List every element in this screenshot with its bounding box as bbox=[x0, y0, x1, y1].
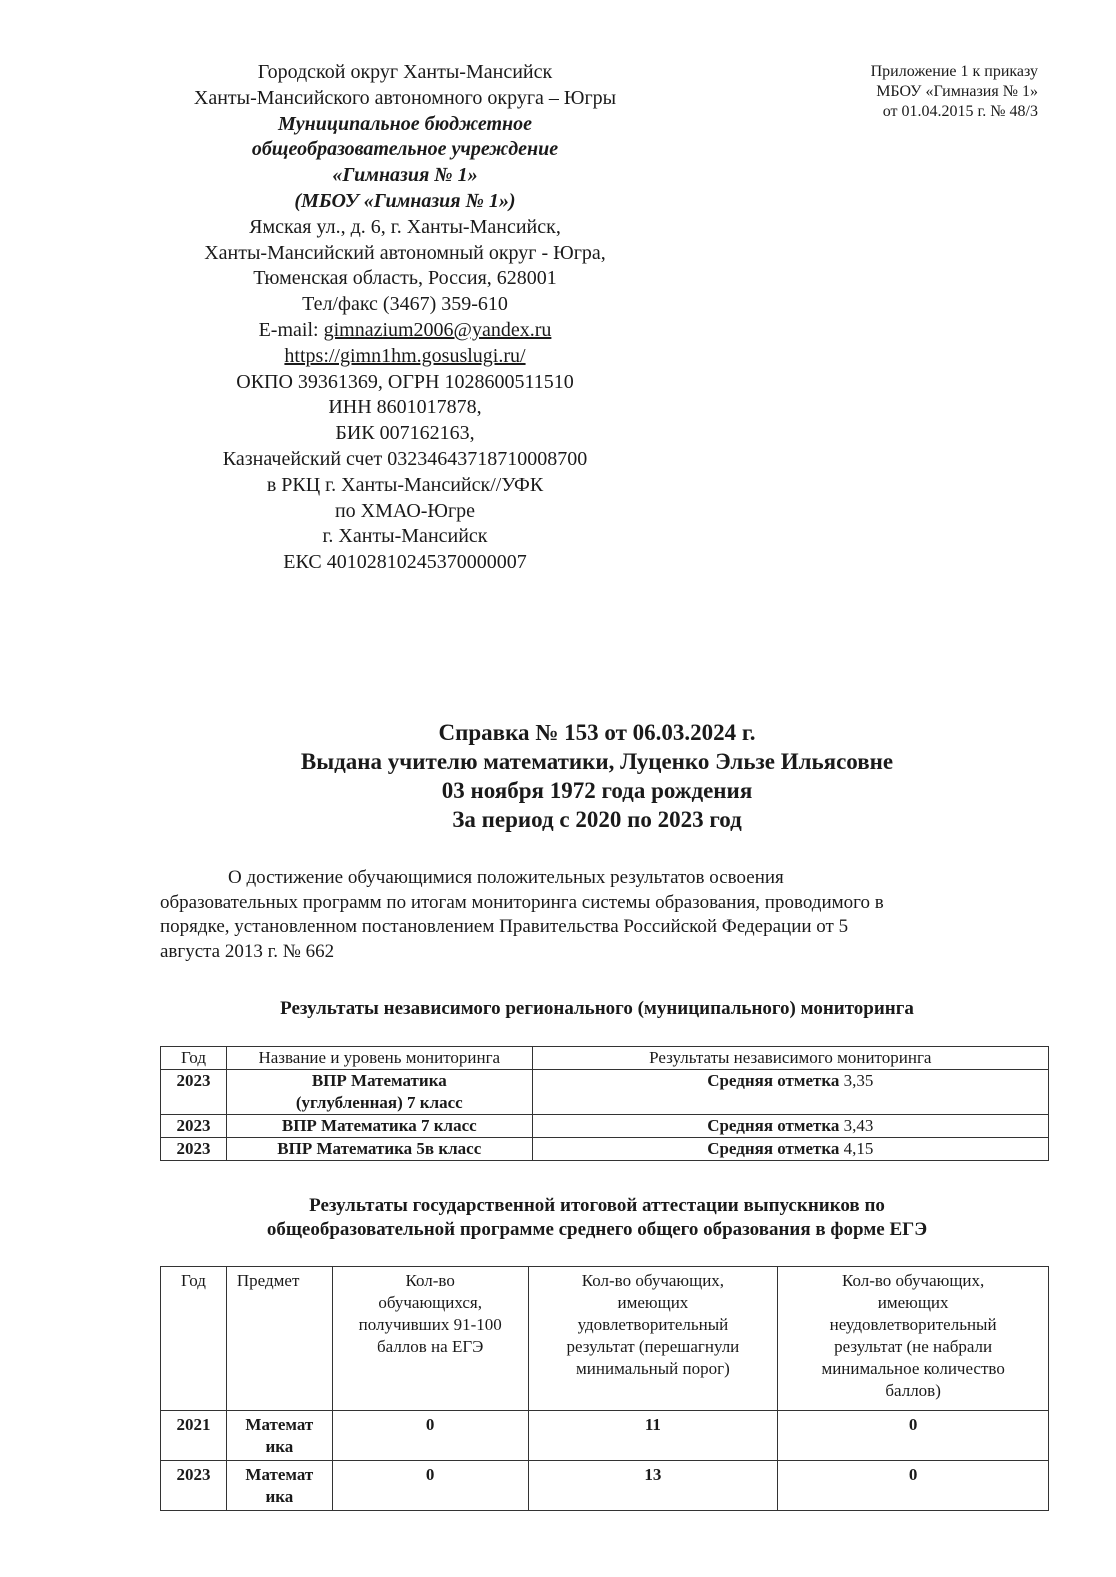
subject-line: Математ bbox=[245, 1465, 314, 1484]
header-line: неудовлетворительный bbox=[829, 1315, 997, 1334]
email-line bbox=[150, 318, 660, 344]
result-cell bbox=[532, 1138, 1048, 1161]
monitoring-table bbox=[160, 1046, 1049, 1161]
table-row bbox=[161, 1461, 1049, 1511]
intro-paragraph bbox=[160, 866, 1040, 964]
passed-cell: 13 bbox=[528, 1461, 778, 1511]
header-line-italic: «Гимназия № 1» bbox=[332, 164, 478, 187]
result-label: Средняя отметка bbox=[707, 1116, 840, 1135]
annex-line: Приложение 1 к приказу bbox=[870, 63, 1038, 80]
header-cell: Результаты независимого мониторинга bbox=[532, 1047, 1048, 1070]
header-line: баллов) bbox=[885, 1381, 941, 1400]
header-line: имеющих bbox=[617, 1293, 689, 1312]
header-cell: Название и уровень мониторинга bbox=[226, 1047, 532, 1070]
email-link[interactable]: gimnazium2006@yandex.ru bbox=[323, 318, 552, 341]
intro-line: порядке, установленном постановлением Правительства Российской Федерации от 5 bbox=[160, 916, 849, 937]
result-value: 4,15 bbox=[843, 1139, 874, 1158]
name-cell bbox=[226, 1070, 532, 1115]
subject-cell bbox=[226, 1411, 332, 1461]
table-header-row bbox=[161, 1047, 1049, 1070]
table-row bbox=[161, 1115, 1049, 1138]
header-line: Городской округ Ханты-Мансийск bbox=[257, 61, 553, 83]
failed-cell: 0 bbox=[778, 1411, 1049, 1461]
table-row bbox=[161, 1411, 1049, 1461]
header-cell: Предмет bbox=[226, 1267, 332, 1411]
annex-note bbox=[790, 62, 1038, 122]
year-cell: 2023 bbox=[161, 1115, 227, 1138]
table-row bbox=[161, 1138, 1049, 1161]
annex-line: МБОУ «Гимназия № 1» bbox=[876, 83, 1038, 100]
header-line: ИНН 8601017878, bbox=[328, 396, 482, 419]
email-label: E-mail: bbox=[258, 318, 324, 341]
section2-heading-line: Результаты государственной итоговой аттестации выпускников по bbox=[309, 1195, 885, 1216]
subject-line: ика bbox=[265, 1437, 294, 1456]
result-value: 3,35 bbox=[843, 1071, 874, 1090]
annex-line: от 01.04.2015 г. № 48/3 bbox=[882, 103, 1038, 120]
failed-cell: 0 bbox=[778, 1461, 1049, 1511]
header-cell bbox=[528, 1267, 778, 1411]
title-line: За период с 2020 по 2023 год bbox=[452, 807, 742, 832]
title-line: Выдана учителю математики, Луценко Эльзе Ильясовне bbox=[300, 749, 894, 774]
header-line: ОКПО 39361369, ОГРН 1028600511510 bbox=[236, 370, 574, 393]
header-line: Ханты-Мансийского автономного округа – Югры bbox=[193, 86, 617, 109]
header-line: ЕКС 40102810245370000007 bbox=[283, 551, 527, 574]
intro-line: О достижение обучающимися положительных результатов освоения bbox=[228, 867, 784, 888]
header-line-italic: Муниципальное бюджетное bbox=[277, 112, 533, 135]
header-cell: Год bbox=[161, 1267, 227, 1411]
result-value: 3,43 bbox=[843, 1116, 874, 1135]
header-line: Кол-во bbox=[405, 1271, 455, 1290]
header-line: результат (перешагнули bbox=[566, 1337, 740, 1356]
header-line: Тел/факс (3467) 359-610 bbox=[302, 293, 508, 316]
top-score-cell: 0 bbox=[332, 1411, 528, 1461]
intro-line: августа 2013 г. № 662 bbox=[160, 940, 335, 962]
year-cell: 2023 bbox=[161, 1461, 227, 1511]
header-line: имеющих bbox=[877, 1293, 949, 1312]
header-line: минимальный порог) bbox=[576, 1359, 730, 1378]
header-cell bbox=[778, 1267, 1049, 1411]
result-label: Средняя отметка bbox=[707, 1139, 840, 1158]
header-cell: Год bbox=[161, 1047, 227, 1070]
year-cell: 2021 bbox=[161, 1411, 227, 1461]
subject-cell bbox=[226, 1461, 332, 1511]
section2-heading-line: общеобразовательной программе среднего общего образования в форме ЕГЭ bbox=[266, 1219, 928, 1240]
header-line: Казначейский счет 03234643718710008700 bbox=[222, 447, 588, 470]
result-cell bbox=[532, 1115, 1048, 1138]
certificate-title bbox=[160, 718, 1034, 834]
organization-header bbox=[150, 60, 660, 576]
website-link[interactable]: https://gimn1hm.gosuslugi.ru/ bbox=[284, 344, 526, 367]
name-line: ВПР Математика bbox=[311, 1071, 447, 1090]
header-line: удовлетворительный bbox=[577, 1315, 729, 1334]
year-cell: 2023 bbox=[161, 1138, 227, 1161]
name-line: (углубленная) 7 класс bbox=[295, 1093, 463, 1112]
header-line: Тюменская область, Россия, 628001 bbox=[253, 267, 557, 290]
header-line-italic: общеобразовательное учреждение bbox=[251, 138, 559, 161]
header-line: минимальное количество bbox=[821, 1359, 1005, 1378]
name-cell: ВПР Математика 7 класс bbox=[226, 1115, 532, 1138]
table-row bbox=[161, 1070, 1049, 1115]
intro-line: образовательных программ по итогам мониторинга системы образования, проводимого в bbox=[160, 891, 884, 913]
subject-line: Математ bbox=[245, 1415, 314, 1434]
section2-heading bbox=[160, 1194, 1034, 1242]
exam-results-table bbox=[160, 1266, 1049, 1511]
section1-heading: Результаты независимого регионального (муниципального) мониторинга bbox=[280, 998, 914, 1019]
passed-cell: 11 bbox=[528, 1411, 778, 1461]
top-score-cell: 0 bbox=[332, 1461, 528, 1511]
header-line: результат (не набрали bbox=[834, 1337, 993, 1356]
header-cell bbox=[332, 1267, 528, 1411]
title-line: Справка № 153 от 06.03.2024 г. bbox=[438, 720, 756, 745]
header-line: по ХМАО-Югре bbox=[334, 499, 476, 522]
table-header-row bbox=[161, 1267, 1049, 1411]
header-line: получивших 91-100 bbox=[358, 1315, 502, 1334]
header-line: г. Ханты-Мансийск bbox=[322, 525, 488, 548]
subject-line: ика bbox=[265, 1487, 294, 1506]
header-line: баллов на ЕГЭ bbox=[376, 1337, 484, 1356]
year-cell: 2023 bbox=[161, 1070, 227, 1115]
header-line: БИК 007162163, bbox=[335, 422, 475, 445]
header-line: в РКЦ г. Ханты-Мансийск//УФК bbox=[266, 473, 544, 496]
header-line-italic: (МБОУ «Гимназия № 1») bbox=[294, 189, 516, 212]
header-line: Кол-во обучающих, bbox=[581, 1271, 725, 1290]
name-cell: ВПР Математика 5в класс bbox=[226, 1138, 532, 1161]
result-label: Средняя отметка bbox=[707, 1071, 840, 1090]
title-line: 03 ноября 1972 года рождения bbox=[441, 778, 753, 803]
header-line: Кол-во обучающих, bbox=[841, 1271, 985, 1290]
header-line: Ханты-Мансийский автономный округ - Югра, bbox=[204, 241, 606, 264]
header-line: обучающихся, bbox=[378, 1293, 482, 1312]
header-line: Ямская ул., д. 6, г. Ханты-Мансийск, bbox=[249, 215, 561, 238]
result-cell bbox=[532, 1070, 1048, 1115]
